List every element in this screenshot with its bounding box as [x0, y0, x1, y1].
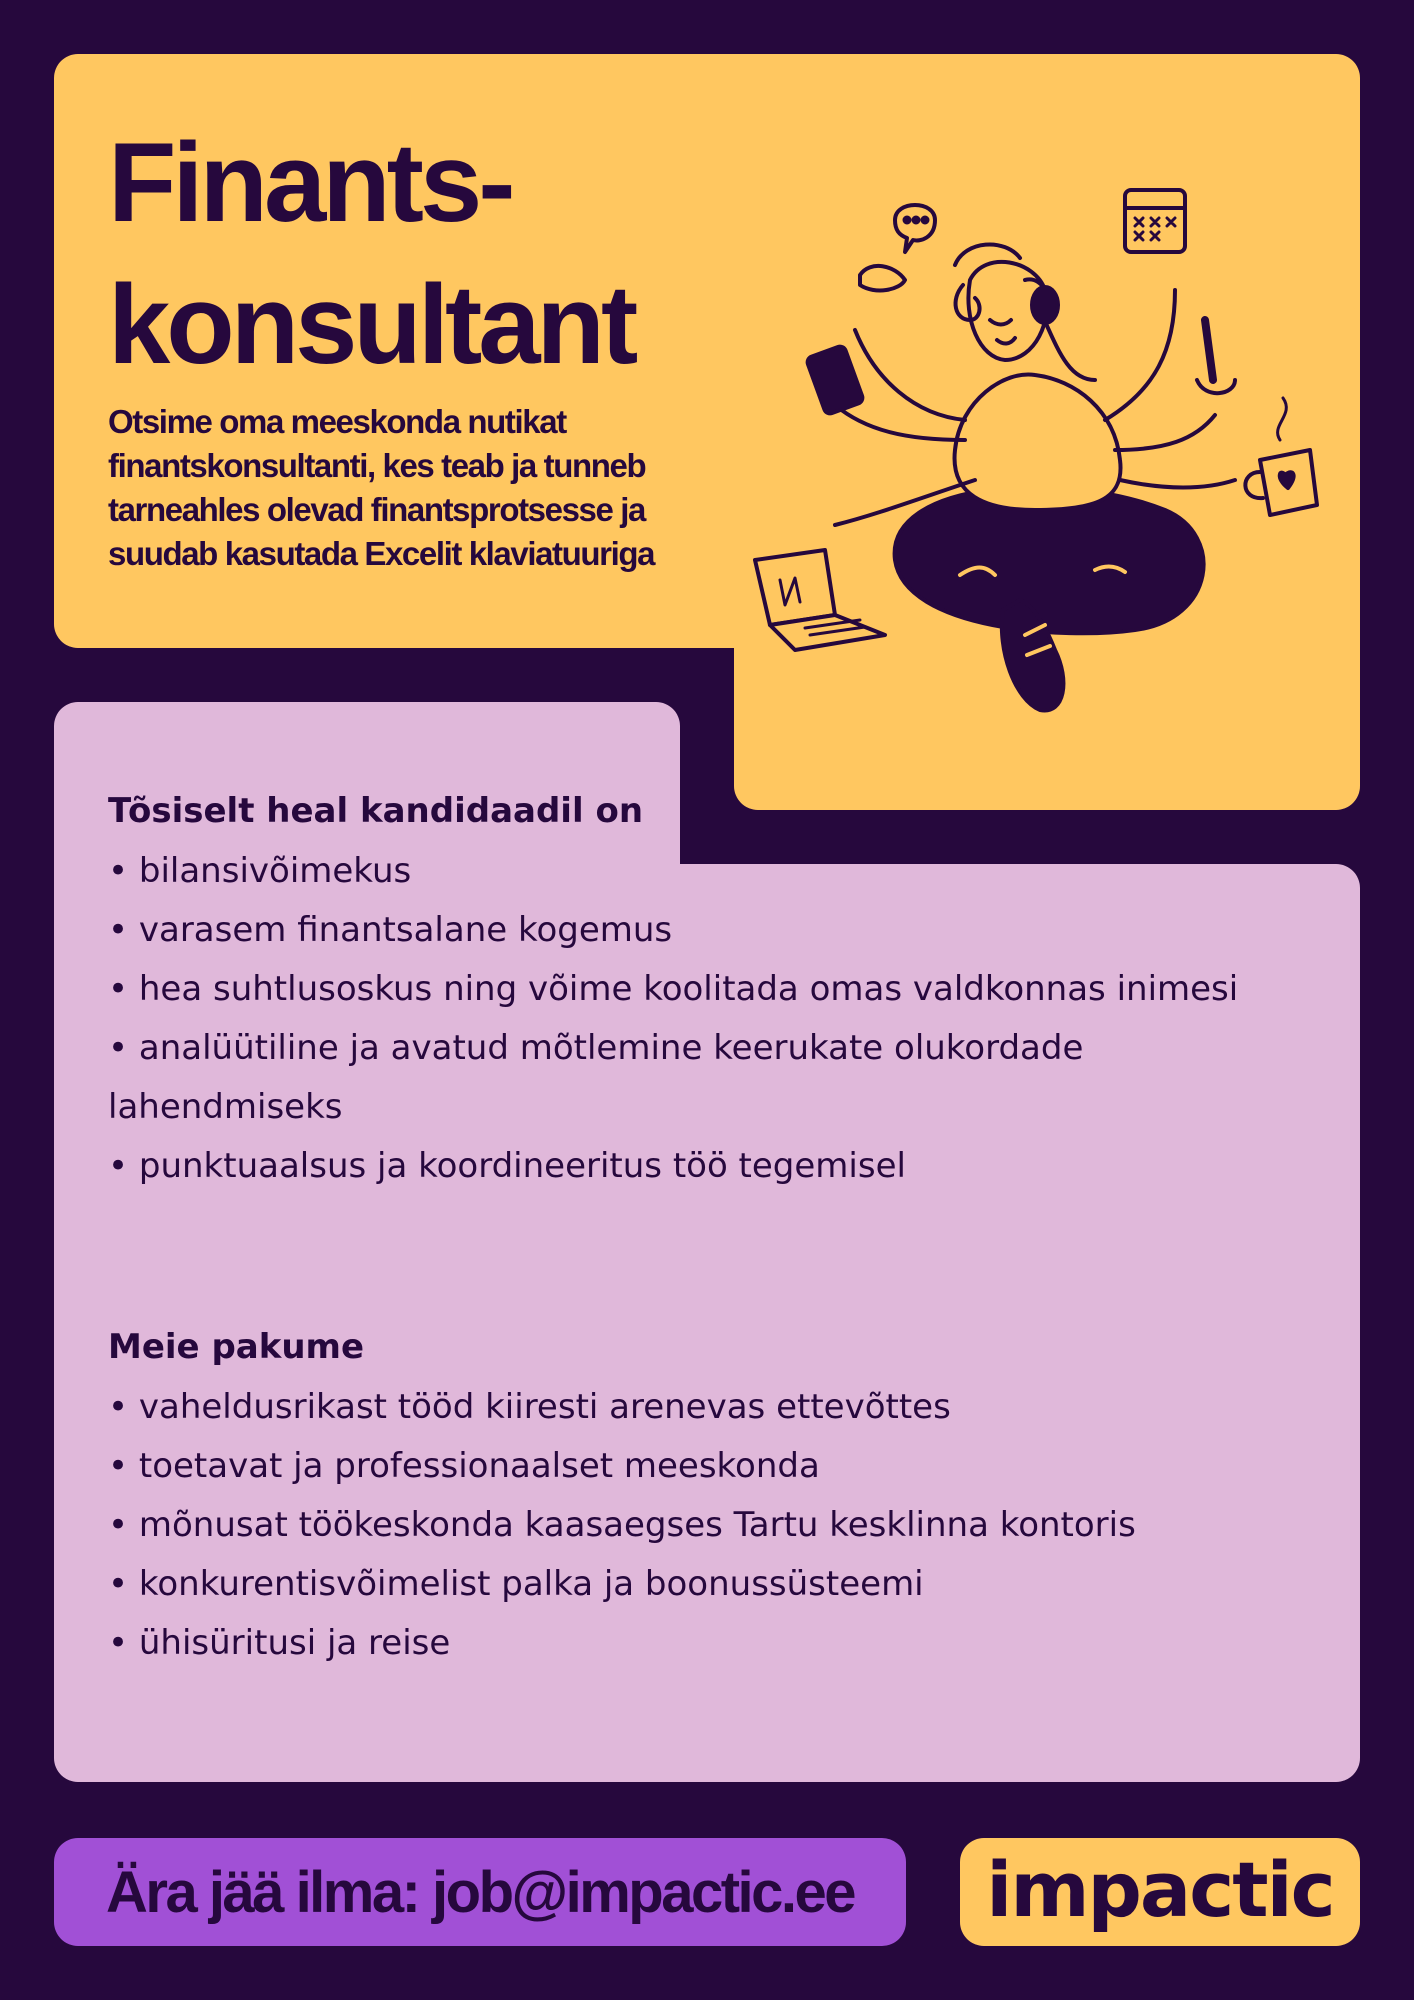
impactic-logo	[960, 1838, 1360, 1946]
job-intro: Otsime oma meeskonda nutikat finantskonsultanti, kes teab ja tunneb tarneahles olevad finantsprotsesse ja suudab kasutada Excelit klaviatuuriga	[108, 403, 655, 572]
multitasking-person-illustration	[735, 180, 1335, 720]
requirements-heading: Tõsiselt heal kandidaadil on	[108, 791, 644, 831]
list-item: • mõnusat töökeskonda kaasaegses Tartu kesklinna kontoris	[108, 1496, 1338, 1555]
list-item: • bilansivõimekus	[108, 842, 1338, 901]
list-item: • ühisüritusi ja reise	[108, 1614, 1338, 1673]
offer-list	[108, 1378, 1338, 1673]
list-item: • analüütiline ja avatud mõtlemine keerukate olukordade lahendmiseks	[108, 1019, 1208, 1137]
requirements-section	[108, 780, 1338, 1196]
offer-section	[108, 1316, 1338, 1673]
logo-text: impactic	[986, 1844, 1334, 1934]
contact-email-banner[interactable]	[54, 1838, 906, 1946]
list-item: • punktuaalsus ja koordineeritus töö tegemisel	[108, 1137, 1338, 1196]
list-item: • hea suhtlusoskus ning võime koolitada omas valdkonnas inimesi	[108, 960, 1338, 1019]
list-item: • vaheldusrikast tööd kiiresti arenevas ettevõttes	[108, 1378, 1338, 1437]
list-item: • toetavat ja professionaalset meeskonda	[108, 1437, 1338, 1496]
job-title: Finants- konsultant	[108, 120, 635, 387]
requirements-list	[108, 842, 1338, 1196]
offer-heading: Meie pakume	[108, 1327, 365, 1367]
contact-email-text[interactable]: Ära jää ilma: job@impactic.ee	[106, 1859, 855, 1925]
list-item: • varasem finantsalane kogemus	[108, 901, 1338, 960]
list-item: • konkurentisvõimelist palka ja boonussüsteemi	[108, 1555, 1338, 1614]
